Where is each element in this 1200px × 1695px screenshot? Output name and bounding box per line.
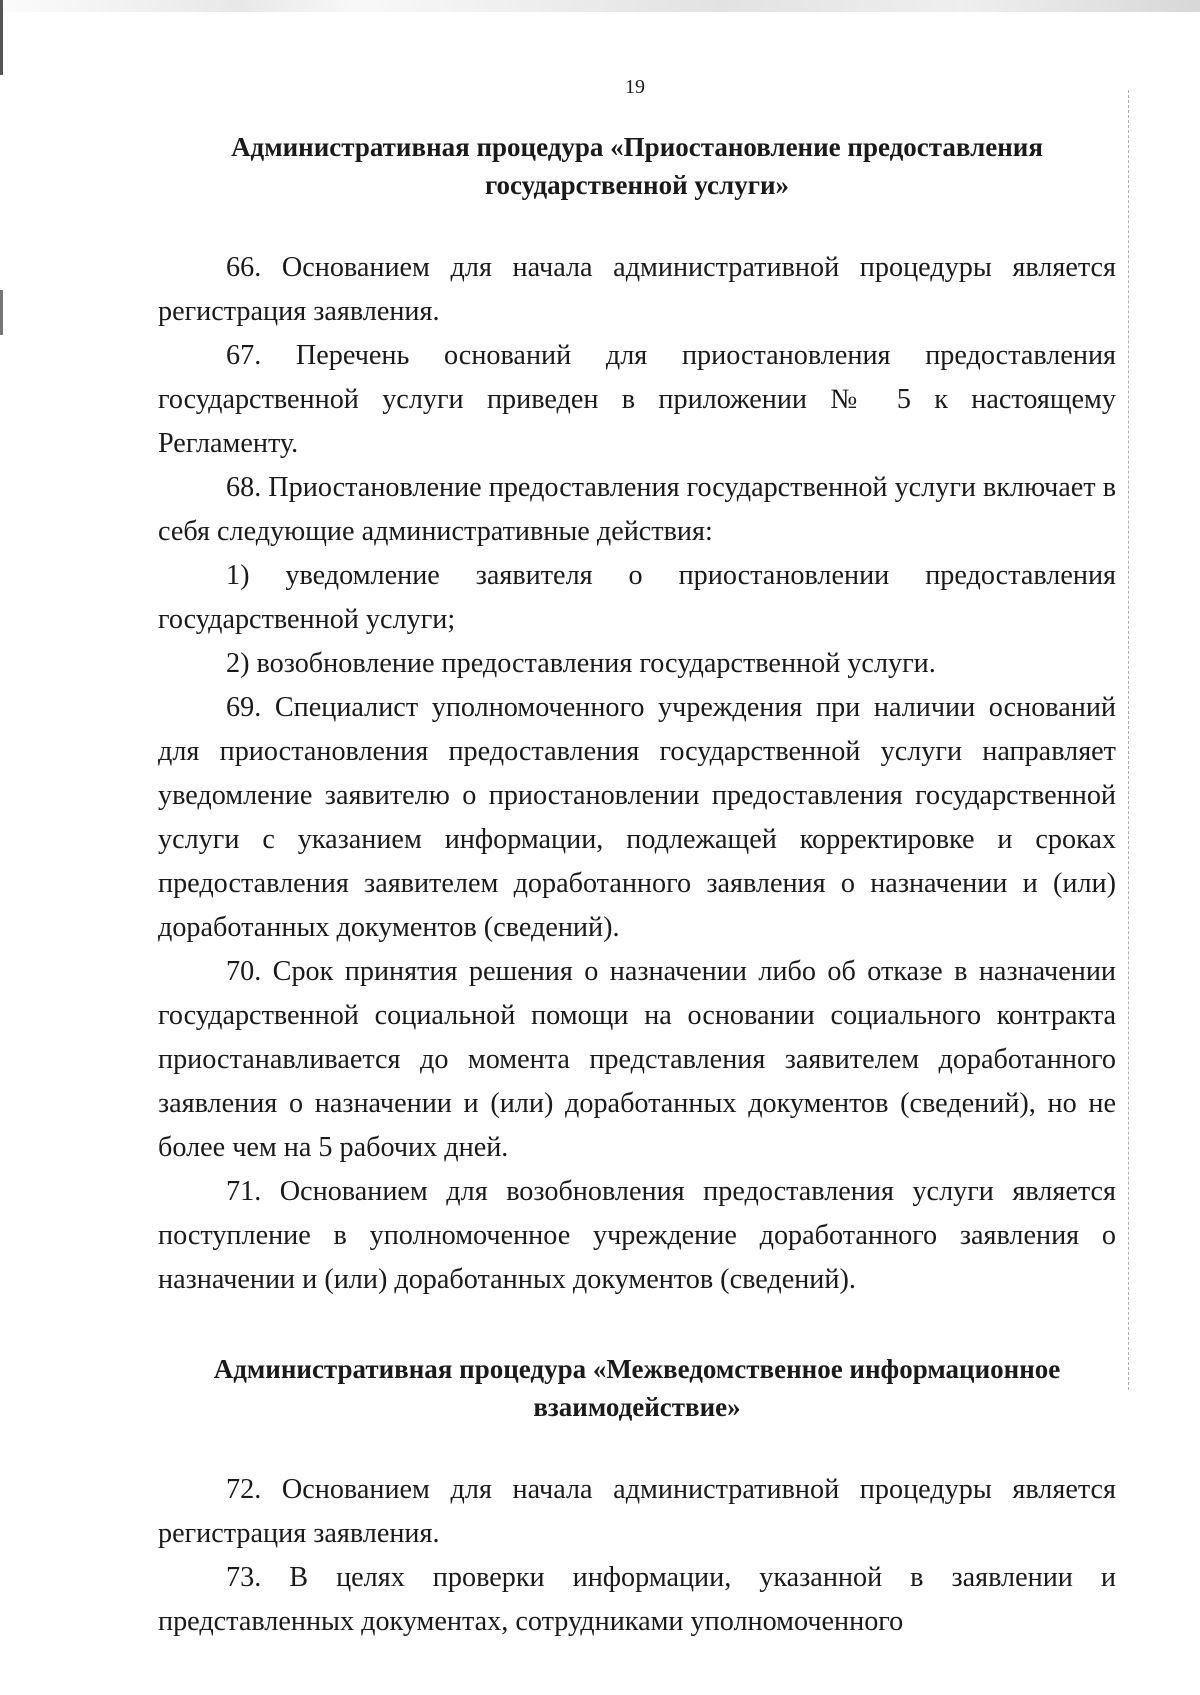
- scan-edge-top: [0, 0, 1200, 12]
- paragraph-66: 66. Основанием для начала административной процедуры является регистрация заявления.: [158, 252, 1116, 327]
- paragraph-67: 67. Перечень оснований для приостановления предоставления государственной услуги приведен в приложении № 5 к настоящему Регламенту.: [158, 340, 1116, 459]
- section-heading-interagency: Административная процедура «Межведомственное информационное взаимодействие»: [213, 1354, 1061, 1422]
- paragraph-71: 71. Основанием для возобновления предоставления услуги является поступление в уполномоченное учреждение доработанного заявления о назначении и (или) доработанных документов (сведений).: [158, 1176, 1116, 1295]
- paragraph-73: 73. В целях проверки информации, указанной в заявлении и представленных документах, сотрудниками уполномоченного: [158, 1562, 1116, 1637]
- list-item-2: 2) возобновление предоставления государственной услуги.: [226, 648, 936, 679]
- paragraph-69: 69. Специалист уполномоченного учреждения при наличии оснований для приостановления предоставления государственной услуги направляет уведомление заявителю о приостановлении предоставления государственной услуги с указанием информации, подлежащей корректировке и сроках предоставления заявителем доработанного заявления о назначении и (или) доработанных документов (сведений).: [158, 692, 1116, 943]
- paragraph-72: 72. Основанием для начала административной процедуры является регистрация заявления.: [158, 1474, 1116, 1549]
- document-body: [158, 128, 1116, 1644]
- list-item-1: 1) уведомление заявителя о приостановлении предоставления государственной услуги;: [158, 560, 1116, 635]
- paragraph-70: 70. Срок принятия решения о назначении либо об отказе в назначении государственной социальной помощи на основании социального контракта приостанавливается до момента представления заявителем доработанного заявления о назначении и (или) доработанных документов (сведений), но не более чем на 5 рабочих дней.: [158, 956, 1116, 1163]
- scan-edge-left-mark: [0, 290, 3, 335]
- scan-edge-left: [0, 0, 3, 75]
- paragraph-68: 68. Приостановление предоставления государственной услуги включает в себя следующие административные действия:: [158, 472, 1116, 547]
- page-number: 19: [625, 76, 645, 98]
- scan-edge-right: [1128, 90, 1130, 1390]
- section-heading-suspension: Административная процедура «Приостановление предоставления государственной услуги»: [231, 132, 1043, 200]
